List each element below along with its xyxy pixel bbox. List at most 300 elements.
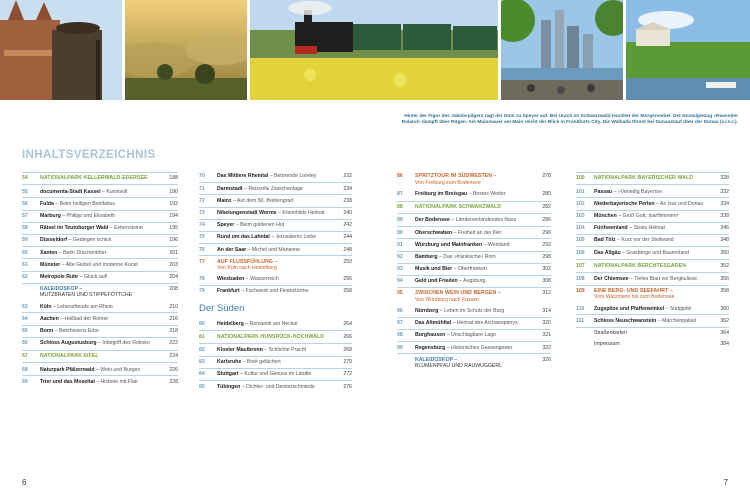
entry-title: EINE BERG- UND SEEFAHRT – [594, 288, 673, 295]
entry-number: 87 [397, 190, 403, 197]
toc-entry[interactable] [22, 284, 178, 302]
toc-entry[interactable] [576, 315, 729, 326]
entry-place: Xanten [40, 249, 58, 256]
entry-place: Schloss Augustusburg [40, 340, 97, 347]
entry-page: 358 [720, 288, 729, 295]
toc-entry[interactable] [576, 186, 729, 197]
toc-entry[interactable] [22, 350, 178, 363]
entry-number: 92 [397, 253, 403, 260]
page-number-right: 7 [723, 478, 728, 487]
entry-place: Münster [40, 261, 61, 268]
toc-column-1 [22, 171, 178, 388]
entry-title: AUF FLUSSFÜHLUNG – [217, 258, 278, 265]
toc-entry[interactable] [576, 339, 729, 350]
region-heading-sueden: Der Süden [199, 303, 245, 315]
entry-place: Trier und das Moseltal [40, 378, 95, 385]
entry-description: – Fachwerk und Finanztürme [239, 288, 309, 295]
entry-page: 272 [343, 371, 352, 378]
entry-place: Metropole Ruhr [40, 273, 79, 280]
toc-entry[interactable] [397, 171, 551, 189]
photo-speyer-pilgrim [0, 0, 122, 100]
entry-page: 350 [720, 249, 729, 256]
entry-description: – Dichter- und Denkerschmiede [240, 383, 315, 390]
toc-column-2 [199, 171, 352, 392]
page-number-left: 6 [22, 478, 27, 487]
entry-number: 84 [199, 371, 205, 378]
toc-column-2-bottom [199, 318, 352, 392]
entry-number: 79 [199, 288, 205, 295]
entry-description: – Grüß Gott, Isarflimmern! [616, 212, 679, 219]
entry-place: Rund um das Lahntal [217, 234, 270, 241]
entry-description: – Externsteine [108, 225, 143, 232]
toc-entry[interactable] [22, 235, 178, 246]
entry-place: Das Mittlere Rheintal [217, 173, 269, 180]
entry-place: Heidelberg [217, 320, 244, 327]
entry-subtitle: Von Köln nach Heidelberg [217, 265, 277, 272]
entry-description: – Grasberge und Bauernland [620, 249, 689, 256]
entry-place: Aachen [40, 315, 59, 322]
entry-title: NATIONALPARK BAYERISCHER WALD [594, 175, 694, 182]
entry-page: 338 [720, 212, 729, 219]
toc-entry[interactable] [199, 286, 352, 297]
entry-place: Kloster Maulbronn [217, 347, 263, 354]
entry-page: 256 [343, 276, 352, 283]
toc-entry[interactable] [199, 256, 352, 274]
entry-place: Tübingen [217, 383, 241, 390]
photo-caption: Hinter der Figur des Jakobspilgers ragt der Dom zu Speyer auf. Bei Urach im Schwarzwald leuchtet der Morgennebel. Der Nostalgiezug »Rasender Roland« dampft über Rügen. Am Mainmauer am Main reicht der Blick in Frankfurts City. Die Walhalla thront bei Donaustauf über der Donau (v.l.n.r.). [401, 114, 738, 126]
entry-page: 222 [169, 340, 178, 347]
entry-number: 54 [22, 175, 28, 182]
entry-page: 195 [169, 225, 178, 232]
toc-entry[interactable] [199, 318, 352, 329]
toc-entry[interactable] [397, 318, 551, 329]
entry-subtitle: Von Freiburg zum Bodensee [415, 179, 481, 186]
entry-description: – Länderverbindendes Nass [449, 217, 517, 224]
entry-page: 268 [343, 347, 352, 354]
entry-page: 286 [542, 217, 551, 224]
entry-number: 81 [199, 333, 205, 340]
entry-page: 270 [343, 359, 352, 366]
toc-entry[interactable] [397, 288, 551, 306]
toc-entry[interactable] [199, 171, 352, 182]
entry-description: – Philipp und Elisabeth [60, 212, 115, 219]
entry-description: – »Venedig Bayerns« [612, 188, 663, 195]
toc-entry[interactable] [397, 330, 551, 341]
toc-entry[interactable] [397, 227, 551, 238]
entry-number: 108 [576, 275, 585, 282]
toc-entry[interactable] [199, 345, 352, 356]
entry-page: 298 [542, 253, 551, 260]
toc-entry[interactable] [199, 183, 352, 194]
entry-place: Zugspitze und Pfaffenwinkel [594, 305, 665, 312]
entry-description: – Oberfranken [452, 266, 487, 273]
toc-entry[interactable] [22, 326, 178, 337]
entry-place: Bamberg [415, 253, 438, 260]
entry-page: 192 [169, 200, 178, 207]
entry-place: Düsseldorf [40, 237, 68, 244]
toc-entry[interactable] [199, 369, 352, 380]
entry-description: – Weinland [482, 241, 510, 248]
entry-place: Regensburg [415, 344, 446, 351]
entry-page: 334 [720, 200, 729, 207]
entry-page: 292 [542, 241, 551, 248]
entry-number: 63 [22, 303, 28, 310]
entry-place: Rätsel im Teutoburger Wald [40, 225, 109, 232]
entry-number: 95 [397, 290, 403, 297]
entry-page: 258 [343, 288, 352, 295]
entry-page: 242 [343, 222, 352, 229]
toc-entry[interactable] [576, 274, 729, 285]
toc-column-3 [397, 171, 551, 372]
entry-page: 384 [720, 341, 729, 348]
entry-number: 110 [576, 305, 585, 312]
entry-title: SPRITZTOUR IM SÜDWESTEN – [415, 173, 497, 180]
toc-entry[interactable] [22, 198, 178, 209]
photo-frankfurt-skyline [501, 0, 623, 100]
entry-number: 99 [397, 344, 403, 351]
entry-title: NATIONALPARK EIFEL [40, 353, 99, 360]
entry-number: 105 [576, 237, 585, 244]
entry-number: 111 [576, 317, 585, 324]
entry-description: – Kriemhilds Heimat [276, 209, 325, 216]
entry-number: 76 [199, 246, 205, 253]
toc-entry[interactable] [576, 303, 729, 314]
entry-description: – Schlichte Pracht [262, 347, 307, 354]
entry-number: 85 [199, 383, 205, 390]
entry-place: Der Chiemsee [594, 275, 629, 282]
entry-description: – Kurz vor der Steilwand [615, 237, 674, 244]
entry-number: 82 [199, 347, 205, 354]
entry-description: – Historie mit Flair [94, 378, 139, 385]
toc-entry[interactable] [199, 357, 352, 368]
entry-number: 55 [22, 188, 28, 195]
entry-number: 58 [22, 225, 28, 232]
toc-entry[interactable] [22, 259, 178, 270]
entry-place: Frankfurt [217, 288, 240, 295]
entry-page: 302 [542, 266, 551, 273]
toc-entry[interactable] [576, 247, 729, 258]
toc-entry[interactable] [397, 239, 551, 250]
entry-page: 196 [169, 237, 178, 244]
entry-title: Straßenkarten [594, 330, 627, 337]
entry-number: 75 [199, 234, 205, 241]
entry-description: – Historisches Gassengewirr [445, 344, 513, 351]
entry-number: 89 [397, 217, 403, 224]
entry-description: – Unschlagbare Lage [445, 332, 497, 339]
toc-entry[interactable] [397, 354, 551, 372]
entry-subtitle: MUTZBRATEN UND STIPPEFÖTTCHE [40, 292, 133, 299]
toc-entry[interactable] [22, 313, 178, 324]
toc-entry[interactable] [22, 211, 178, 222]
entry-page: 194 [169, 212, 178, 219]
entry-page: 232 [343, 173, 352, 180]
entry-description: – Reizvolle Zwischenlage [242, 185, 303, 192]
entry-place: Fünfseenland [594, 225, 628, 232]
entry-page: 276 [343, 383, 352, 390]
entry-subtitle: Vom Watzmann bis zum Bodensee [594, 294, 675, 301]
toc-entry[interactable] [576, 211, 729, 222]
entry-place: Das Allgäu [594, 249, 621, 256]
entry-number: 104 [576, 225, 585, 232]
toc-entry[interactable] [199, 244, 352, 255]
entry-description: – Sissis Heimat [627, 225, 665, 232]
toc-entry[interactable] [22, 223, 178, 234]
entry-description: – Heimat des Archaeopteryx [451, 320, 518, 327]
entry-number: 78 [199, 276, 205, 283]
entry-place: Niederbayerische Perlen [594, 200, 655, 207]
entry-page: 308 [542, 278, 551, 285]
entry-place: Bad Tölz [594, 237, 616, 244]
entry-place: Marburg [40, 212, 61, 219]
entry-page: 352 [720, 262, 729, 269]
entry-place: Der Bodensee [415, 217, 450, 224]
entry-number: 70 [199, 173, 205, 180]
entry-number: 103 [576, 212, 585, 219]
entry-number: 64 [22, 315, 28, 322]
entry-description: – Glück auf! [78, 273, 108, 280]
entry-page: 228 [169, 378, 178, 385]
entry-page: 264 [343, 320, 352, 327]
entry-description: – Betörende Loreley [268, 173, 317, 180]
entry-page: 266 [343, 333, 352, 340]
entry-place: Burghausen [415, 332, 446, 339]
entry-page: 346 [720, 225, 729, 232]
entry-place: An der Saar [217, 246, 247, 253]
entry-description: – Märchenpalast [656, 317, 697, 324]
toc-entry[interactable] [576, 235, 729, 246]
entry-page: 203 [169, 261, 178, 268]
entry-description: – Auf dem 50. Breitengrad [231, 197, 294, 204]
entry-place: Darmstadt [217, 185, 243, 192]
photo-forest-mist [125, 0, 247, 100]
entry-number: 100 [576, 175, 585, 182]
toc-entry[interactable] [199, 274, 352, 285]
toc-entry[interactable] [397, 189, 551, 200]
entry-page: 326 [542, 356, 551, 363]
entry-number: 60 [22, 249, 28, 256]
entry-number: 94 [397, 278, 403, 285]
entry-place: Passau [594, 188, 613, 195]
entry-page: 224 [169, 353, 178, 360]
toc-entry[interactable] [199, 330, 352, 343]
entry-number: 80 [199, 320, 205, 327]
entry-place: Bonn [40, 328, 54, 335]
entry-number: 59 [22, 237, 28, 244]
toc-entry[interactable] [397, 201, 551, 214]
entry-page: 282 [542, 204, 551, 211]
entry-page: 312 [542, 290, 551, 297]
toc-entry[interactable] [22, 186, 178, 197]
entry-page: 328 [720, 175, 729, 182]
entry-number: 86 [397, 173, 403, 180]
entry-page: 360 [720, 305, 729, 312]
entry-description: – Inbegriff des Rokoko [96, 340, 150, 347]
entry-place: Köln [40, 303, 52, 310]
entry-place: Mainz [217, 197, 232, 204]
toc-entry[interactable] [576, 172, 729, 185]
entry-number: 57 [22, 212, 28, 219]
entry-description: – Beethovens Erbe [53, 328, 99, 335]
entry-description: – Alte Giebel und moderne Kunst [60, 261, 138, 268]
photo-steam-train [250, 0, 498, 100]
entry-page: 322 [542, 344, 551, 351]
entry-page: 332 [720, 188, 729, 195]
toc-entry[interactable] [397, 252, 551, 263]
entry-number: 74 [199, 222, 205, 229]
entry-page: 216 [169, 315, 178, 322]
entry-description: – Südgipfel [664, 305, 692, 312]
toc-entry[interactable] [22, 364, 178, 375]
toc-entry[interactable] [22, 172, 178, 185]
entry-page: 201 [169, 249, 178, 256]
entry-page: 348 [720, 237, 729, 244]
entry-place: Wiesbaden [217, 276, 245, 283]
entry-number: 93 [397, 266, 403, 273]
entry-page: 356 [720, 275, 729, 282]
entry-place: Schloss Neuschwanstein [594, 317, 657, 324]
toc-entry[interactable] [576, 198, 729, 209]
entry-place: Karlsruhe [217, 359, 242, 366]
entry-description: – Gediegen schick [67, 237, 112, 244]
toc-entry[interactable] [199, 232, 352, 243]
entry-description: – Kultur und Genuss im Ländle [238, 371, 312, 378]
toc-entry[interactable] [22, 338, 178, 349]
entry-number: 101 [576, 188, 585, 195]
entry-number: 102 [576, 200, 585, 207]
entry-page: 314 [542, 308, 551, 315]
entry-description: – Wein und Burgen [94, 366, 141, 373]
entry-place: Nürnberg [415, 308, 439, 315]
entry-page: 278 [542, 173, 551, 180]
toc-entry[interactable] [199, 381, 352, 392]
toc-entry[interactable] [397, 276, 551, 287]
entry-page: 238 [343, 197, 352, 204]
toc-entry[interactable] [199, 208, 352, 219]
entry-description: – Lebensfreude am Rhein [51, 303, 113, 310]
entry-page: 362 [720, 317, 729, 324]
entry-number: 77 [199, 258, 205, 265]
entry-description: – Jerusalems Liebe [269, 234, 317, 241]
entry-number: 72 [199, 197, 205, 204]
entry-description: – Augsburg [457, 278, 486, 285]
entry-description: – Breit gefächert [241, 359, 281, 366]
entry-description: – Beim goldenen Hut [234, 222, 285, 229]
entry-page: 248 [343, 246, 352, 253]
entry-title: NATIONALPARK KELLERWALD-EDERSEE [40, 175, 148, 182]
entry-number: 96 [397, 308, 403, 315]
toc-entry[interactable] [397, 306, 551, 317]
entry-page: 234 [343, 185, 352, 192]
toc-entry[interactable] [199, 220, 352, 231]
entry-page: 190 [169, 188, 178, 195]
toc-entry[interactable] [397, 264, 551, 275]
entry-title: KALEIDOSKOP – [40, 286, 83, 293]
toc-entry[interactable] [22, 376, 178, 387]
entry-page: 218 [169, 328, 178, 335]
entry-description: – Das »fränkische« Rom [437, 253, 496, 260]
photo-walhalla [626, 0, 750, 100]
entry-title: NATIONALPARK SCHWARZWALD [415, 204, 502, 211]
toc-entry[interactable] [22, 301, 178, 312]
toc-entry[interactable] [397, 342, 551, 353]
entry-number: 97 [397, 320, 403, 327]
entry-description: – An Isar und Donau [654, 200, 704, 207]
entry-title: Impressum [594, 341, 620, 348]
entry-description: – Freiheit an der Iller [452, 229, 502, 236]
toc-entry[interactable] [576, 286, 729, 304]
entry-place: Fulda [40, 200, 54, 207]
entry-number: 62 [22, 273, 28, 280]
entry-number: 67 [22, 353, 28, 360]
entry-place: Naturpark Pfälzerwald [40, 366, 95, 373]
entry-place: Geld und Frieden [415, 278, 458, 285]
entry-page: 320 [542, 320, 551, 327]
entry-page: 204 [169, 273, 178, 280]
entry-place: Musik und Bier [415, 266, 453, 273]
entry-place: documenta-Stadt Kassel [40, 188, 101, 195]
entry-number: 65 [22, 328, 28, 335]
entry-number: 68 [22, 366, 28, 373]
entry-title: KALEIDOSKOP – [415, 356, 458, 363]
entry-number: 66 [22, 340, 28, 347]
entry-subtitle: Von Würzburg nach Füssen [415, 296, 480, 303]
entry-description: – Romantik am Neckar [243, 320, 299, 327]
entry-place: Speyer [217, 222, 235, 229]
entry-description: – Leben im Schutz der Burg [438, 308, 505, 315]
entry-place: Stuttgart [217, 371, 239, 378]
toc-entry[interactable] [576, 259, 729, 272]
entry-page: 290 [542, 229, 551, 236]
entry-title: ZWISCHEN WEIN UND BERGEN – [415, 290, 501, 297]
entry-description: – Wasserreich [244, 276, 279, 283]
entry-number: 109 [576, 288, 585, 295]
entry-subtitle: BLUMENPFAU UND RAUWUGGERL [415, 363, 503, 370]
entry-number: 91 [397, 241, 403, 248]
toc-entry[interactable] [199, 195, 352, 206]
entry-number: 71 [199, 185, 205, 192]
entry-number: 98 [397, 332, 403, 339]
entry-title: NATIONALPARK BERCHTESGADEN [594, 262, 687, 269]
entry-page: 364 [720, 330, 729, 337]
entry-page: 208 [169, 286, 178, 293]
entry-place: Nibelungenstadt Worms [217, 209, 277, 216]
entry-page: 244 [343, 234, 352, 241]
entry-place: Das Altmühltal [415, 320, 452, 327]
entry-page: 188 [169, 175, 178, 182]
toc-entry[interactable] [22, 247, 178, 258]
toc-entry[interactable] [576, 223, 729, 234]
page-title: INHALTSVERZEICHNIS [22, 149, 156, 161]
entry-description: – Tiefes Blau vor Bergkulisse [628, 275, 697, 282]
entry-number: 56 [22, 200, 28, 207]
entry-place: Oberschwaben [415, 229, 453, 236]
toc-entry[interactable] [22, 272, 178, 283]
toc-entry[interactable] [576, 328, 729, 339]
photo-strip [0, 0, 750, 100]
entry-number: 107 [576, 262, 585, 269]
entry-title: NATIONALPARK HUNSRÜCK-HOCHWALD [217, 333, 325, 340]
entry-place: Freiburg im Breisgau [415, 190, 468, 197]
toc-entry[interactable] [397, 215, 551, 226]
entry-page: 226 [169, 366, 178, 373]
entry-number: 73 [199, 209, 205, 216]
entry-description: – Beim Drachentöter [57, 249, 107, 256]
entry-number: 106 [576, 249, 585, 256]
entry-page: 321 [542, 332, 551, 339]
entry-page: 240 [343, 209, 352, 216]
entry-page: 210 [169, 303, 178, 310]
entry-number: 61 [22, 261, 28, 268]
